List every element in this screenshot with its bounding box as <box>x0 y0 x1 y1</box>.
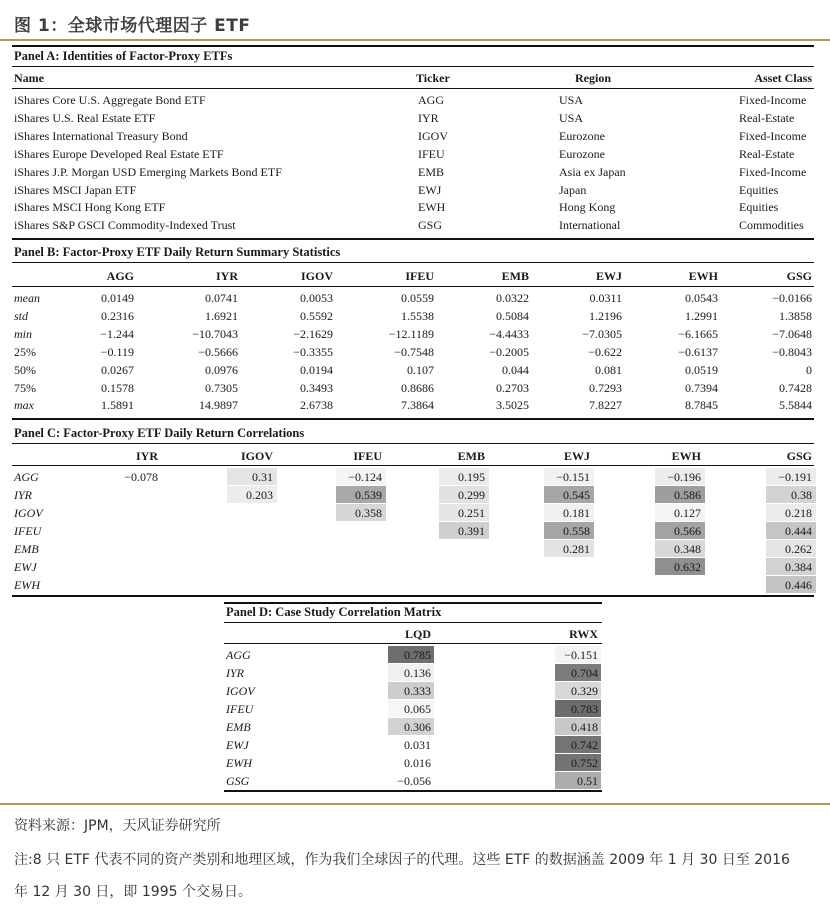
panel-b-cell: 0.0543 <box>685 291 718 305</box>
panel-c-cell: 0.299 <box>458 488 485 502</box>
panel-b-cell: 1.2196 <box>589 308 622 323</box>
panel-a-cell: iShares MSCI Hong Kong ETF <box>14 200 166 215</box>
panel-d-row-label: IYR <box>226 666 244 680</box>
panel-b-cell: 0.7394 <box>685 380 718 395</box>
table-rule <box>12 286 814 287</box>
panel-c-cell: 0.181 <box>563 506 590 520</box>
panel-b-title: Panel B: Factor-Proxy ETF Daily Return Summary Statistics <box>14 245 341 259</box>
panel-b-row-label: 25% <box>14 344 36 359</box>
panel-b-cell: −0.119 <box>100 344 134 359</box>
panel-b-cell: 0.044 <box>502 362 529 377</box>
panel-d-cell: 0.785 <box>404 648 431 662</box>
panel-c-cell: 0.391 <box>458 524 485 538</box>
panel-b-row-label: 50% <box>14 362 36 377</box>
panel-c-header: EMB <box>457 449 485 463</box>
panel-b-cell: 0.081 <box>595 362 622 377</box>
table-rule <box>224 643 602 644</box>
panel-a-cell: USA <box>559 93 584 107</box>
panel-b-cell: 0.3493 <box>300 380 333 395</box>
panel-c-row-label: IGOV <box>14 506 43 520</box>
panel-a-cell: iShares S&P GSCI Commodity-Indexed Trust <box>14 218 236 233</box>
panel-b-cell: 0.0149 <box>101 291 134 305</box>
panel-b-cell: 0.0519 <box>685 362 718 377</box>
panel-a-cell: EMB <box>418 164 445 179</box>
panel-d-cell: 0.065 <box>404 702 431 716</box>
panel-c-cell: 0.218 <box>785 506 812 520</box>
panel-b-cell: 7.8227 <box>589 398 622 413</box>
panel-b-cell: 1.5538 <box>401 308 434 323</box>
table-rule <box>12 238 814 240</box>
panel-d-cell: 0.136 <box>404 666 431 680</box>
panel-d-row-label: GSG <box>226 774 250 788</box>
panel-b-cell: −0.0166 <box>772 291 812 305</box>
panel-a-cell: Asia ex Japan <box>559 164 626 179</box>
panel-b-cell: −0.5666 <box>198 344 238 359</box>
panel-d-cell: 0.783 <box>571 702 598 716</box>
panel-c-row-label: EMB <box>14 542 39 556</box>
table-rule <box>12 465 814 466</box>
panel-b-cell: −0.2005 <box>489 344 529 359</box>
panel-b-cell: 0.0741 <box>205 291 238 305</box>
panel-c-cell: 0.127 <box>674 506 701 520</box>
note-line-1: 注:8 只 ETF 代表不同的资产类别和地理区域，作为我们全球因子的代理。这些 ETF 的数据涵盖 2009 年 1 月 30 日至 2016 <box>14 852 790 868</box>
panel-b-cell: 5.5844 <box>779 398 812 413</box>
panel-c-cell: 0.38 <box>791 488 812 502</box>
panel-d-title: Panel D: Case Study Correlation Matrix <box>226 605 442 619</box>
panel-c-cell: 0.444 <box>785 524 812 538</box>
table-rule <box>224 790 602 792</box>
panel-d-cell: 0.418 <box>571 720 598 734</box>
panel-a-title: Panel A: Identities of Factor-Proxy ETFs <box>14 49 233 63</box>
panel-c-cell: 0.558 <box>563 524 590 538</box>
panel-a-header-1: Ticker <box>416 71 450 85</box>
panel-a-cell: Fixed-Income <box>739 93 807 107</box>
table-rule <box>12 595 814 597</box>
panel-b-header: EWH <box>688 269 718 283</box>
panel-a-cell: IFEU <box>418 146 445 161</box>
panel-a-cell: Commodities <box>739 218 804 233</box>
panel-c-cell: 0.281 <box>563 542 590 556</box>
panel-d-row-label: EWJ <box>226 738 249 752</box>
panel-b-cell: 0.107 <box>407 362 434 377</box>
panel-b-header: EWJ <box>595 269 622 283</box>
panel-b-cell: 7.3864 <box>401 398 434 413</box>
panel-a-cell: iShares MSCI Japan ETF <box>14 182 137 197</box>
table-rule <box>12 443 814 444</box>
panel-b-header: IGOV <box>300 269 333 283</box>
panel-c-cell: −0.078 <box>124 470 158 484</box>
panel-a-cell: GSG <box>418 218 443 233</box>
panel-a-header-2: Region <box>575 71 611 85</box>
panel-a-cell: iShares Europe Developed Real Estate ETF <box>14 146 224 161</box>
panel-d-cell: 0.333 <box>404 684 431 698</box>
panel-d-cell: 0.51 <box>577 774 598 788</box>
panel-b-row-label: 75% <box>14 380 36 395</box>
panel-d-cell: 0.031 <box>404 738 431 752</box>
table-rule <box>12 66 814 67</box>
note-line-2: 年 12 月 30 日，即 1995 个交易日。 <box>14 884 252 900</box>
panel-b-cell: 0.0311 <box>589 291 622 305</box>
panel-b-cell: 3.5025 <box>496 398 529 413</box>
panel-c-cell: 0.586 <box>674 488 701 502</box>
panel-c-header: EWJ <box>563 449 590 463</box>
panel-b-cell: 0.7305 <box>205 380 238 395</box>
panel-a-header-3: Asset Class <box>754 71 812 85</box>
panel-b-cell: 0.0976 <box>205 362 238 377</box>
panel-d-row-label: IGOV <box>226 684 255 698</box>
table-rule <box>12 88 814 89</box>
table-rule <box>12 418 814 420</box>
panel-b-header: IFEU <box>405 269 434 283</box>
panel-c-cell: 0.31 <box>252 470 273 484</box>
panel-d-row-label: IFEU <box>226 702 254 716</box>
panel-b-cell: −7.0305 <box>582 326 622 341</box>
panel-d-row-label: AGG <box>226 648 251 662</box>
panel-b-cell: 0.5084 <box>496 308 529 323</box>
table-rule <box>12 262 814 263</box>
panel-c-row-label: IYR <box>14 488 32 502</box>
panel-a-cell: AGG <box>418 93 444 107</box>
panel-b-header: AGG <box>106 269 134 283</box>
panel-a-cell: Eurozone <box>559 128 605 143</box>
panel-a-cell: Real-Estate <box>739 146 795 161</box>
panel-c-header: IGOV <box>240 449 273 463</box>
panel-b-cell: 0.0053 <box>300 291 333 305</box>
panel-b-header: GSG <box>786 269 812 283</box>
panel-b-cell: 0.0322 <box>496 291 529 305</box>
panel-a-cell: Hong Kong <box>559 200 616 215</box>
panel-a-cell: Real-Estate <box>739 110 795 125</box>
panel-d-row-label: EWH <box>226 756 252 770</box>
panel-b-cell: 0.2316 <box>101 308 134 323</box>
panel-c-cell: 0.262 <box>785 542 812 556</box>
panel-a-cell: IGOV <box>418 128 448 143</box>
panel-b-cell: 0.2703 <box>496 380 529 395</box>
panel-a-cell: Equities <box>739 200 779 215</box>
top-accent-rule <box>0 39 830 41</box>
panel-b-cell: −2.1629 <box>293 326 333 341</box>
panel-c-cell: 0.566 <box>674 524 701 538</box>
panel-d-cell: 0.306 <box>404 720 431 734</box>
panel-a-cell: Equities <box>739 182 779 197</box>
table-rule <box>224 622 602 623</box>
panel-b-cell: −7.0648 <box>772 326 812 341</box>
panel-b-cell: 1.3858 <box>779 308 812 323</box>
panel-c-cell: 0.539 <box>355 488 382 502</box>
panel-b-cell: 0.0194 <box>300 362 333 377</box>
panel-b-header: EMB <box>501 269 529 283</box>
panel-b-cell: −0.7548 <box>394 344 434 359</box>
panel-a-cell: Fixed-Income <box>739 128 807 143</box>
panel-d-cell: −0.151 <box>564 648 598 662</box>
panel-b-cell: 14.9897 <box>199 398 238 413</box>
panel-d-cell: 0.704 <box>571 666 598 680</box>
panel-c-cell: 0.384 <box>785 560 812 574</box>
panel-b-row-label: max <box>14 398 34 413</box>
panel-c-row-label: EWH <box>14 578 40 592</box>
panel-c-cell: −0.151 <box>556 470 590 484</box>
panel-c-cell: 0.632 <box>674 560 701 574</box>
panel-b-cell: 0.7428 <box>779 380 812 395</box>
panel-b-cell: 2.6738 <box>300 398 333 413</box>
panel-c-cell: 0.358 <box>355 506 382 520</box>
panel-d-cell: −0.056 <box>397 774 431 788</box>
panel-b-cell: −0.6137 <box>678 344 718 359</box>
panel-c-cell: −0.124 <box>348 470 382 484</box>
panel-c-row-label: AGG <box>14 470 39 484</box>
panel-b-cell: 1.6921 <box>205 308 238 323</box>
panel-c-header: GSG <box>786 449 812 463</box>
panel-c-row-label: IFEU <box>14 524 42 538</box>
panel-a-cell: Fixed-Income <box>739 164 807 179</box>
panel-b-cell: 0.0559 <box>401 291 434 305</box>
panel-b-cell: −6.1665 <box>678 326 718 341</box>
panel-b-cell: −1.244 <box>100 326 134 341</box>
panel-b-cell: −0.3355 <box>293 344 333 359</box>
panel-b-row-label: min <box>14 326 32 341</box>
panel-c-cell: −0.196 <box>667 470 701 484</box>
panel-b-row-label: mean <box>14 291 40 305</box>
panel-c-cell: 0.195 <box>458 470 485 484</box>
panel-d-header: LQD <box>404 627 431 641</box>
panel-b-cell: −0.8043 <box>772 344 812 359</box>
panel-c-cell: −0.191 <box>778 470 812 484</box>
panel-b-cell: −4.4433 <box>489 326 529 341</box>
panel-b-cell: 1.2991 <box>685 308 718 323</box>
table-rule <box>12 45 814 47</box>
panel-c-header: EWH <box>671 449 701 463</box>
panel-c-cell: 0.545 <box>563 488 590 502</box>
panel-a-cell: iShares International Treasury Bond <box>14 128 188 143</box>
panel-c-cell: 0.251 <box>458 506 485 520</box>
panel-a-cell: Japan <box>559 182 587 197</box>
panel-c-header: IFEU <box>353 449 382 463</box>
panel-a-cell: International <box>559 218 621 233</box>
panel-a-cell: iShares U.S. Real Estate ETF <box>14 110 156 125</box>
panel-c-cell: 0.348 <box>674 542 701 556</box>
panel-b-cell: 0.7293 <box>589 380 622 395</box>
panel-b-row-label: std <box>14 308 29 323</box>
panel-c-cell: 0.203 <box>246 488 273 502</box>
panel-d-cell: 0.016 <box>404 756 431 770</box>
bottom-accent-rule <box>0 803 830 805</box>
panel-b-cell: 0.0267 <box>101 362 134 377</box>
panel-d-cell: 0.742 <box>571 738 598 752</box>
panel-b-cell: −0.622 <box>588 344 622 359</box>
panel-b-cell: 0 <box>806 362 812 377</box>
panel-b-cell: 1.5891 <box>101 398 134 413</box>
panel-a-cell: iShares Core U.S. Aggregate Bond ETF <box>14 93 206 107</box>
panel-c-cell: 0.446 <box>785 578 812 592</box>
panel-c-title: Panel C: Factor-Proxy ETF Daily Return Correlations <box>14 426 305 440</box>
table-rule <box>224 602 602 604</box>
panel-b-cell: −12.1189 <box>388 326 434 341</box>
source-line: 资料来源：JPM，天风证券研究所 <box>14 818 221 834</box>
panel-a-cell: IYR <box>418 110 439 125</box>
panel-b-cell: 8.7845 <box>685 398 718 413</box>
panel-a-header-0: Name <box>14 71 44 85</box>
panel-a-cell: iShares J.P. Morgan USD Emerging Markets Bond ETF <box>14 164 282 179</box>
panel-a-cell: USA <box>559 110 584 125</box>
panel-d-row-label: EMB <box>226 720 251 734</box>
panel-b-cell: 0.1578 <box>101 380 134 395</box>
panel-b-cell: 0.8686 <box>401 380 434 395</box>
panel-b-header: IYR <box>215 269 238 283</box>
panel-d-header: RWX <box>569 627 598 641</box>
panel-d-cell: 0.752 <box>571 756 598 770</box>
panel-b-cell: −10.7043 <box>192 326 238 341</box>
panel-a-cell: EWJ <box>418 182 442 197</box>
panel-a-cell: Eurozone <box>559 146 605 161</box>
panel-b-cell: 0.5592 <box>300 308 333 323</box>
figure-title: 图 1：全球市场代理因子 ETF <box>14 16 251 36</box>
panel-c-header: IYR <box>135 449 158 463</box>
panel-d-cell: 0.329 <box>571 684 598 698</box>
panel-a-cell: EWH <box>418 200 446 215</box>
panel-c-row-label: EWJ <box>14 560 37 574</box>
